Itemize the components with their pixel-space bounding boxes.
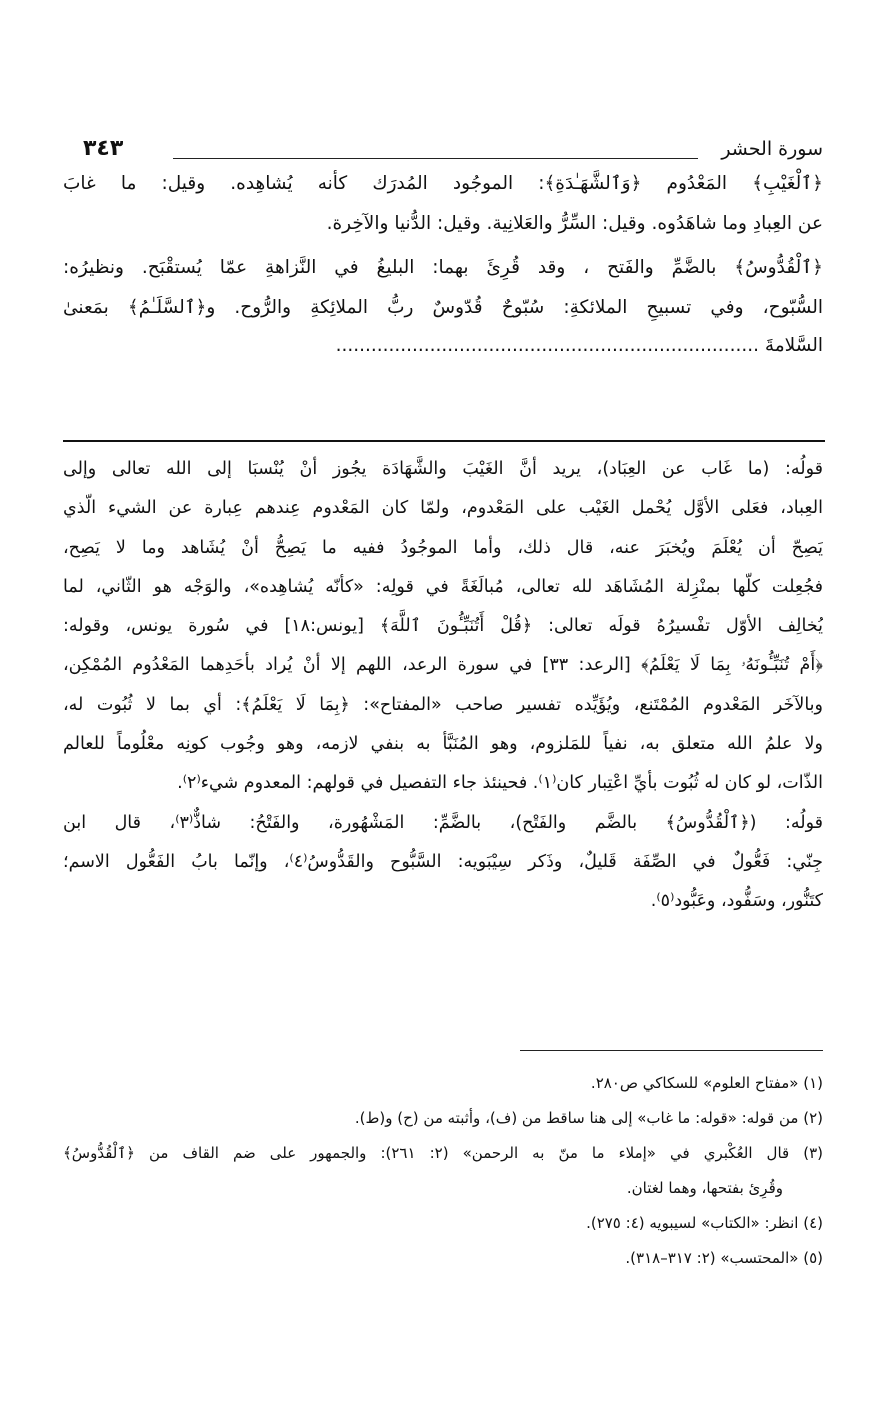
text-line: ولا علمُ الله متعلق به، نفياً للمَلزوم، وهو المُنَبَّأ به بنفي لازمه، وهو وجُوب كونِه معْلُوماً للعالم: [63, 734, 823, 755]
header-rule: [173, 158, 698, 159]
commentary-para-1: [63, 450, 823, 922]
text-line: وبالآخَر المَعْدوم المُمْتَنع، ويُؤَيِّده تفسير صاحب «المفتاح»: ﴿بِمَا لَا يَعْلَمُ﴾: أي بما لا ثُبُوت له،: [63, 694, 823, 715]
text-line: العِباد، فعَلى الأوَّل يُحْمل الغَيْب على المَعْدوم، ولمّا كان المَعْدوم عِندهم عِبارة عن الشيء الّذي: [63, 498, 823, 519]
text-line: السُّبّوح، وفي تسبيحِ الملائكةِ: سُبّوحٌ قُدّوسٌ ربُّ الملائِكةِ والرُّوح. و﴿ٱلسَّلَـٰمُ﴾ بمَعنىٰ: [63, 297, 823, 318]
text-line: فجُعِلت كلّها بمنْزِلة المُشَاهَد لله تعالى، مُبالَغَةً في قولِه: «كأنّه يُشاهِده»، والوَجْه هو الثّاني، لما: [63, 576, 823, 597]
footnote: (١) «مفتاح العلوم» للسكاكي ص٢٨٠.: [590, 1074, 823, 1092]
page-number: ٣٤٣: [83, 136, 124, 161]
text-line: قولُه: (ما غَاب عن العِبَاد)، يريد أنَّ الغَيْبَ والشَّهَادَة يجُوز أنْ يُنْسبَا إلى الله تعالى وإلى: [63, 459, 823, 479]
footnotes: [63, 1066, 823, 1276]
footnote: (٤) انظر: «الكتاب» لسيبويه (٤: ٢٧٥).: [586, 1214, 823, 1232]
text-line: ﴿ٱلْقُدُّوسُ﴾ بالضَّمِّ والفَتح ، وقد قُرِئَ بهما: البليغُ في النَّزاهةِ عمّا يُستقْبَح. ونظيرُه:: [63, 257, 823, 278]
footnote-continuation: وقُرِئ بفتحها، وهما لغتان.: [626, 1179, 783, 1197]
text-line: يَصِحّ أن يُعْلَمَ ويُخبَرَ عنه، قال ذلك، وأما الموجُودُ ففيه ما يَصِحُّ أنْ يُشَاهد وما لا يَصِح،: [63, 537, 823, 558]
text-line: السَّلامةَ ........................................................................: [335, 335, 823, 356]
text-line: جِنّي: فَعُّولٌ في الصِّفَة قَليلٌ، وذَكر سِيْبَويه: السَّبُّوح والقَدُّوسُ⁽٤⁾، وإنّما بابُ الفَعُّول الاسم؛: [63, 851, 823, 872]
footnote-rule: [520, 1050, 823, 1051]
text-line: يُخالِف الأوّل تفْسيرُهُ قولَه تعالى: ﴿قُلْ أَتُنَبِّـُٔونَ ٱللَّهَ﴾ [يونس:١٨] في سُورة يونس، وقوله:: [63, 616, 823, 637]
text-line: قولُه: (﴿ٱلْقُدُّوسُ﴾ بالضَّم والفَتْح)، بالضَّمِّ: المَشْهُورة، والفَتْحُ: شاذٌّ⁽٣⁾، قال ابن: [63, 812, 823, 833]
main-text-para-2: [63, 248, 823, 364]
text-line: ﴿أَمْ تُنَبِّـُٔونَهُۥ بِمَا لَا يَعْلَمُ﴾ [الرعد: ٣٣] في سورة الرعد، اللهم إلا أنْ يُراد بأحَدِهما المَعْدُوم المُمْكِن،: [63, 655, 823, 676]
text-line: كتَنُّور، وسَفُّود، وعَبُّود⁽٥⁾.: [650, 891, 823, 912]
text-line: الذّات، لو كان له ثُبُوت بأيِّ اعْتِبار كان⁽١⁾. فحينئذ جاء التفصيل في قولهم: المعدوم شيء⁽٢⁾.: [177, 773, 823, 794]
text-line: عن العِبادِ وما شاهَدُوه. وقيل: السِّرُّ والعَلانِية. وقيل: الدُّنيا والآخِرة.: [326, 213, 823, 234]
section-divider: [63, 440, 825, 442]
footnote: (٣) قال العُكْبري في «إملاء ما منّ به الرحمن» (٢: ٢٦١): والجمهور على ضم القاف من ﴿ٱلْقُدُّوسُ﴾: [63, 1144, 823, 1162]
footnote: (٥) «المحتسب» (٢: ٣١٧–٣١٨).: [625, 1249, 823, 1267]
main-text-para-1: [63, 164, 823, 244]
footnote: (٢) من قوله: «قوله: ما غاب» إلى هنا ساقط من (ف)، وأثبته من (ح) و(ط).: [354, 1109, 823, 1127]
surah-title: سورة الحشر: [721, 138, 823, 160]
text-line: ﴿ٱلْغَيْبِ﴾ المَعْدُوم ﴿وَٱلشَّهَـٰدَةِ﴾: الموجُود المُدرَك كأنه يُشاهِده. وقيل: ما غابَ: [63, 173, 823, 194]
